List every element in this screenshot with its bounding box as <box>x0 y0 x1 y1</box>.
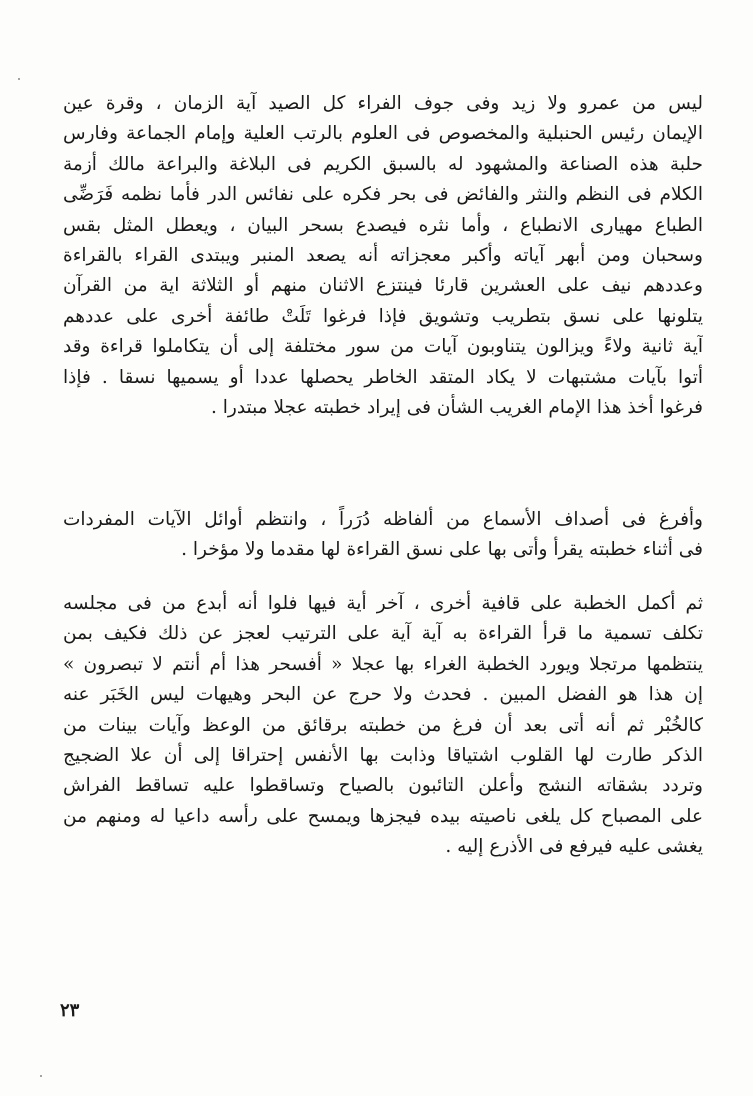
text-line: ثم أكمل الخطبة على قافية أخرى ، آخر أية فيها فلوا أنه أبدع من فى مجلسه <box>63 593 703 614</box>
paragraph-3 <box>63 589 703 863</box>
text-line: إن هذا هو الفضل المبين . فحدث ولا حرج عن البحر وهيهات ليس الخَبَر عنه <box>63 684 703 706</box>
text-line: ينتظمها مرتجلا ويورد الخطبة الغراء بها عجلا « أفسحر هذا أم أنتم لا تبصرون » <box>63 653 703 675</box>
text-line: على المصباح كل يلغى ناصيته بيده فيجزها ويمسح على رأسه داعيا له ومنهم من <box>63 805 703 827</box>
text-line: الكلام فى النظم والنثر والفائض فى بحر فكره على نفائس الدر فأما نظمه فَرَضِّى <box>63 184 703 206</box>
text-line: يتلونها على نسق بتطريب وتشويق فإذا فرغوا تَلَتْ طائفة أخرى على عددهم <box>63 305 703 327</box>
text-line: الإيمان رئيس الحنبلية والمخصوص فى العلوم بالرتب العلية وإمام الجماعة وفارس <box>63 123 703 145</box>
text-line: الذكر طارت لها القلوب اشتياقا وذابت بها الأنفس إحتراقا إلى أن علا الضجيج <box>63 744 703 766</box>
text-line: وأفرغ فى أصداف الأسماع من ألفاظه دُرَراً ، وانتظم أوائل الآيات المفردات <box>63 509 703 530</box>
text-line: فرغوا أخذ هذا الإمام الغريب الشأن فى إيراد خطبته عجلا مبتدرا . <box>210 396 703 418</box>
text-line: يغشى عليه فيرفع فى الأذرع إليه . <box>445 836 703 858</box>
text-line: آية ثانية ولاءً ويزالون يتناوبون آيات من سور مختلفة إلى أن يتكاملوا قراءة وقد <box>63 336 703 358</box>
scan-speck <box>18 78 20 80</box>
text-line: فى أثناء خطبته يقرأ وأتى بها على نسق القراءة لها مقدما ولا مؤخرا . <box>181 539 703 561</box>
text-line: أتوا بآيات مشتبهات لا يكاد المتقد الخاطر يحصلها عددا أو يسميها نسقا . فإذا <box>63 366 703 388</box>
text-line: الطباع مهيارى الانطباع ، وأما نثره فيصدع بسحر البيان ، ويعطل المثل بقس <box>63 214 703 236</box>
text-line: تكلف تسمية ما قرأ القراءة به آية آية على الترتيب لعجز عن ذلك فكيف بمن <box>63 623 703 645</box>
text-line: ليس من عمرو ولا زيد وفى جوف الفراء كل الصيد آية الزمان ، وقرة عين <box>63 93 703 114</box>
text-line: وسحبان ومن أبهر آياته وأكبر معجزاته أنه يصعد المنبر ويبتدى القراء بالقراءة <box>63 244 703 266</box>
text-line: وعددهم نيف على العشرين قارئا فينتزع الاثنان منهم أو الثلاثة اية من القرآن <box>63 275 703 297</box>
scan-speck <box>40 1075 42 1077</box>
paragraph-1 <box>63 89 703 423</box>
page-number: ٢٣ <box>60 1000 80 1021</box>
paragraph-2 <box>63 505 703 566</box>
text-line: حلبة هذه الصناعة والمشهود له بالسبق الكريم فى البلاغة والبراعة مالك أزمة <box>63 153 703 175</box>
text-line: وتردد بشقاته النشج وأعلن التائبون بالصياح وتساقطوا عليه تساقط الفراش <box>63 775 703 797</box>
text-line: كالخُبْر ثم أنه أتى بعد أن فرغ من خطبته برقائق من الوعظ وآيات بينات من <box>63 714 703 736</box>
